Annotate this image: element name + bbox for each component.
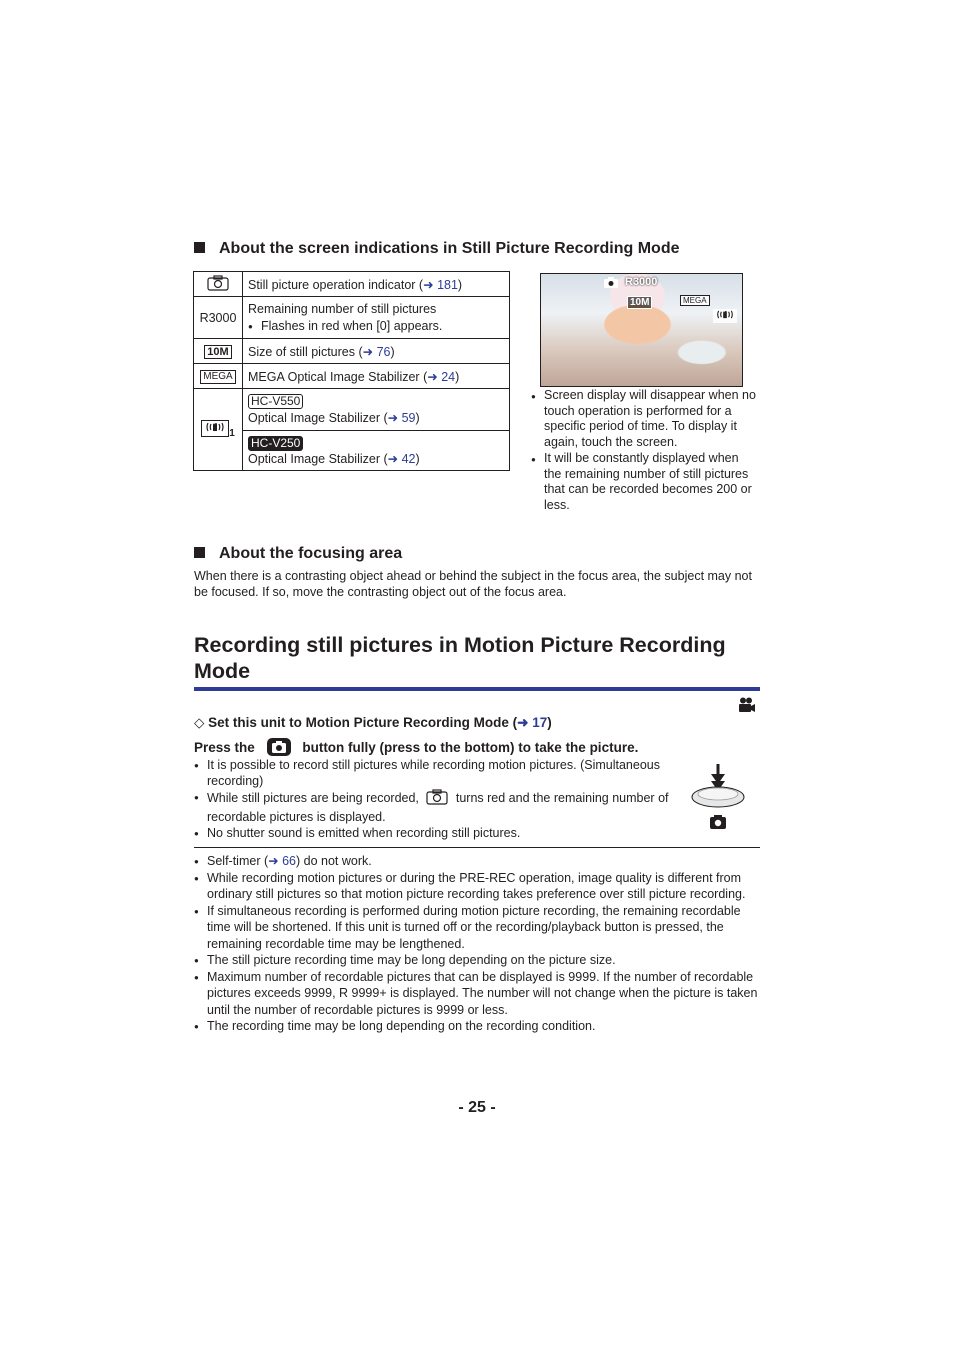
picture-size-icon: 10M <box>204 345 231 359</box>
motion-picture-mode-icon <box>738 697 756 718</box>
list-item: ● Self-timer (➜ 66) do not work. <box>194 853 760 870</box>
square-bullet-icon <box>194 547 205 558</box>
camera-outline-icon <box>426 789 448 809</box>
divider <box>194 847 760 848</box>
list-item: ● While still pictures are being recorded, turns red and the remaining number of recordable pictures is displayed. <box>194 789 669 825</box>
camera-button-icon <box>267 738 291 756</box>
list-item: ● Maximum number of recordable pictures that can be displayed is 9999. If the number of recordable pictures exceeds 9999, R 9999+ is displayed. The number will not change when the picture is taken until the number of recordable pictures is 9999 or less. <box>194 969 760 1019</box>
page-link[interactable]: 17 <box>532 715 548 730</box>
list-item: ● No shutter sound is emitted when recording still pictures. <box>194 825 669 841</box>
shutter-button-icon <box>690 764 746 832</box>
shutter-button-illustration <box>690 764 746 837</box>
page-link[interactable]: 42 <box>401 451 416 466</box>
press-bullets <box>194 757 669 841</box>
model-badge-hc-v250: HC-V250 <box>248 436 303 451</box>
title-rule <box>194 687 760 691</box>
screen-indications-heading: About the screen indications in Still Picture Recording Mode <box>194 240 680 258</box>
remaining-count-indicator: R3000 <box>194 297 243 339</box>
table-row <box>194 272 510 297</box>
list-item: ● While recording motion pictures or during the PRE-REC operation, image quality is different from ordinary still pictures so that motion picture recording takes preference over still picture recording. <box>194 870 760 903</box>
sample-screen-photo <box>540 273 743 387</box>
page-link[interactable]: 59 <box>401 410 416 425</box>
camera-solid-icon <box>604 277 618 291</box>
mega-ois-icon: MEGA <box>200 370 235 384</box>
focusing-area-heading: About the focusing area <box>194 545 402 563</box>
list-item: ● It will be constantly displayed when the remaining number of still pictures that can be recorded becomes 200 or less. <box>531 451 756 514</box>
page-link[interactable]: 66 <box>282 854 296 868</box>
focusing-area-body: When there is a contrasting object ahead or behind the subject in the focus area, the subject may not be focused. If so, move the contrasting object out of the focus area. <box>194 569 752 599</box>
photo-notes <box>531 388 756 514</box>
press-instruction: Press the button fully (press to the bottom) to take the picture. <box>194 740 639 755</box>
table-cell: Still picture operation indicator (➜ 181) <box>243 272 510 297</box>
stabilizer-hand-icon <box>201 420 229 437</box>
table-row <box>194 364 510 389</box>
remaining-count-overlay: R3000 <box>625 276 658 288</box>
page-link[interactable]: 76 <box>376 344 391 359</box>
table-row <box>194 339 510 364</box>
notes-list <box>194 853 760 1035</box>
list-item: ● It is possible to record still pictures while recording motion pictures. (Simultaneous recording) <box>194 757 669 789</box>
list-item: ● The recording time may be long depending on the recording condition. <box>194 1018 760 1035</box>
indications-table <box>193 271 510 471</box>
page-link[interactable]: 181 <box>437 277 458 292</box>
square-bullet-icon <box>194 242 205 253</box>
model-badge-hc-v550: HC-V550 <box>248 394 303 409</box>
section-title: Recording still pictures in Motion Picture Recording Mode <box>194 633 726 683</box>
table-row: $_1$ HC-V550 Optical Image Stabilizer (➜ 59) <box>194 389 510 431</box>
camera-outline-icon <box>194 272 243 297</box>
picture-size-overlay: 10M <box>627 296 652 309</box>
stabilizer-overlay-icon <box>713 309 737 323</box>
table-cell: Remaining number of still pictures ● Flashes in red when [0] appears. <box>243 297 510 339</box>
table-cell: MEGA Optical Image Stabilizer (➜ 24) <box>243 364 510 389</box>
page-link[interactable]: 24 <box>441 369 456 384</box>
list-item: ● If simultaneous recording is performed during motion picture recording, the remaining recordable time will be shortened. If this unit is turned off or the recording/playback button is pressed, the remaining recordable time may be lengthened. <box>194 903 760 953</box>
table-row <box>194 297 510 339</box>
list-item: ● The still picture recording time may be long depending on the picture size. <box>194 952 760 969</box>
page-number: - 25 - <box>458 1099 496 1116</box>
table-cell: HC-V550 Optical Image Stabilizer (➜ 59) <box>243 389 510 431</box>
list-item: ● Screen display will disappear when no touch operation is performed for a specific period of time. To display it again, touch the screen. <box>531 388 756 451</box>
mode-step: ◇ Set this unit to Motion Picture Recording Mode (➜ 17) <box>194 715 552 730</box>
mega-overlay: MEGA <box>680 295 710 306</box>
table-cell: HC-V250 Optical Image Stabilizer (➜ 42) <box>243 431 510 471</box>
table-cell: Size of still pictures (➜ 76) <box>243 339 510 364</box>
